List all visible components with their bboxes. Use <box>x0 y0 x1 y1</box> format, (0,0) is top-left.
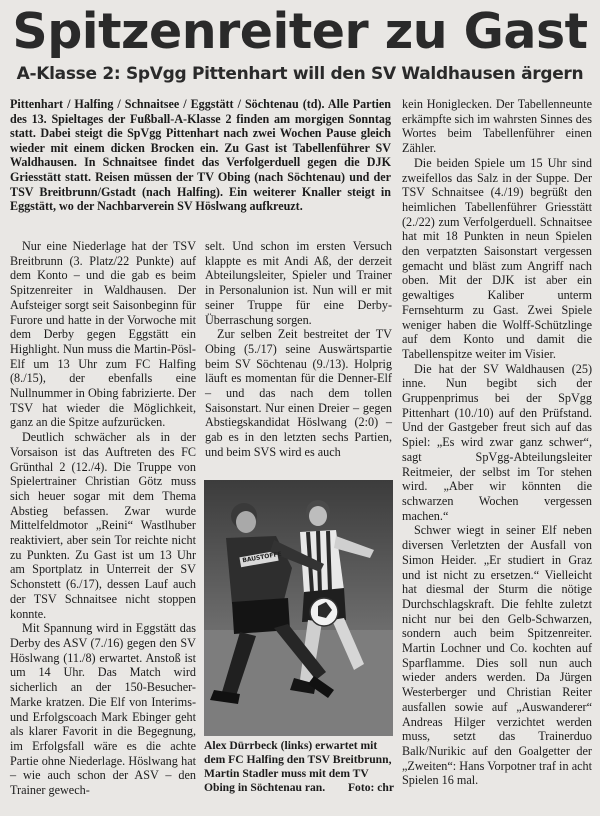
subheadline: A-Klasse 2: SpVgg Pittenhart will den SV Waldhausen ärgern <box>16 64 584 84</box>
headline: Spitzenreiter zu Gast <box>12 3 588 60</box>
match-photo <box>204 480 393 736</box>
paragraph: Die beiden Spiele um 15 Uhr sind zweifellos das Salz in der Suppe. Der TSV Schnaitsee (4./19) begrüßt den heimlichen Tabellenführer Griesstätt (2./22) zum Verfolgerduell. Schnaitsee hat mit 18 Punkten in neun Spielen den verpatzten Saisonstart vergessen gemacht und bläst zum Angriff nach oben. Mit der DJK ist aber ein gewaltiges Kaliber unterm Fernsehturm zu Gast. Zwei Spiele weniger haben die Wolff-Schützlinge auf dem Konto und damit die Tabellenspitze weiter im Visier. <box>402 155 592 361</box>
paragraph: Mit Spannung wird in Eggstätt das Derby des ASV (7./16) gegen den SV Höslwang (11./8) erwartet. Anstoß ist um 14 Uhr. Das Match wird sicherlich an der 150-Besucher-Marke kratzen. Die Elf von Interims- und Erfolgscoach Mark Ebinger geht als klarer Favorit in die Begegnung, im Erfolgsfall wäre es die achte Partie ohne Niederlage. Höslwang hat – wie auch schon der ASV – den Trainer gewech- <box>10 621 196 798</box>
jersey-sponsor-text: BAUSTOFFE <box>241 550 283 565</box>
paragraph: Nur eine Niederlage hat der TSV Breitbrunn (3. Platz/22 Punkte) auf dem Konto – und die gab es beim Spitzenreiter in Waldhausen. Der Aufsteiger sorgt seit Saisonbeginn für Furore und hatte in der Vorwoche mit dem Derby gegen Eggstätt ein Highlight. Nun muss die Martin-Pösl-Elf um 13 Uhr zum FC Halfing (8./15), der ebenfalls eine Nullnummer in Obing fabrizierte. Der TSV hat wieder die Möglichkeit, ganz an die Spitze aufzurücken. <box>10 239 196 430</box>
football-players-image <box>204 480 393 736</box>
photo-credit: Foto: chr <box>347 781 394 794</box>
paragraph: kein Honiglecken. Der Tabellenneunte erkämpfte sich im wahrsten Sinnes des Wortes beim Tabellenführer einen Zähler. <box>402 97 592 156</box>
paragraph: Deutlich schwächer als in der Vorsaison ist das Auftreten des FC Grünthal 2 (12./4). Die Truppe von Spielertrainer Christian Götz muss sich heuer sogar mit dem Thema Abstieg befassen. Zwar wurde Mittelfeldmotor „Reini“ Wastlhuber reaktiviert, aber sein Tor reichte nicht zu Punkten. Zu Gast ist um 13 Uhr am Sportplatz in Unterreit der SV Schonstett (6./17), dessen Lauf auch der TSV Schnaitsee nicht stoppen konnte. <box>10 430 196 621</box>
caption-text: Alex Dürrbeck (links) erwartet mit dem FC Halfing den TSV Breitbrunn, Martin Stadler muss mit dem TV Obing in Söchtenau ran. <box>204 739 392 794</box>
column-2 <box>205 239 392 460</box>
column-1 <box>10 239 196 798</box>
lead-paragraph: Pittenhart / Halfing / Schnaitsee / Eggstätt / Söchtenau (td). Alle Partien des 13. Spieltages der Fußball-A-Klasse 2 finden am morgigen Sonntag statt. Dabei steigt die SpVgg Pittenhart nach zwei Wochen Pause gleich wieder mit einem dicken Brocken ein. Zu Gast ist Tabellenführer SV Waldhausen. In Schnaitsee findet das Verfolgerduell gegen die DJK Griesstätt statt. Reisen müssen der TV Obing (nach Söchtenau) und der TSV Breitbrunn/Gstadt (nach Halfing). Ein weiterer Knaller steigt in Eggstätt, wo der Nachbarverein SV Höslwang aufkreuzt. <box>10 97 391 214</box>
paragraph: Die hat der SV Waldhausen (25) inne. Nun begibt sich der Gruppenprimus bei der SpVgg Pittenhart (10./10) auf den Prüfstand. Und der Gastgeber freut sich auf das Spiel: „Es wird zwar ganz schwer“, sagt SpVgg-Abteilungsleiter Reitmeier, der selbst im Tor stehen wird. „Aber wir könnten die schwarzen Wochen vergessen machen.“ <box>402 361 592 523</box>
column-3 <box>402 97 592 788</box>
photo-caption <box>204 739 394 795</box>
paragraph: Zur selben Zeit bestreitet der TV Obing (5./17) seine Auswärtspartie beim SV Söchtenau (9./13). Holprig läuft es momentan für die Denner-Elf – und das nach dem tollen Saisonstart. Nur einen Dreier – gegen Abstiegskandidat Höslwang (2:0) – gab es in den letzten sechs Partien, und beim SVS wird es auch <box>205 327 392 459</box>
paragraph: selt. Und schon im ersten Versuch klappte es mit Andi Aß, der derzeit Abteilungsleiter, Spieler und Trainer in Personalunion ist. Nun will er mit seiner Truppe für eine Derby-Überraschung sorgen. <box>205 239 392 327</box>
paragraph: Schwer wiegt in seiner Elf neben diversen Verletzten der Ausfall von Simon Heider. „Er studiert in Graz und ist nicht zu ersetzen.“ Vielleicht hat diesmal der Sturm die nötige Durchschlagskraft. Die fehlte zuletzt nicht nur bei den Gelb-Schwarzen, sondern auch beim Spitzenreiter. Martin Lochner und Co. kochten auf Sparflamme. Dies soll nun auch wieder anders werden. Da Jürgen Westerberger und Christian Reiter ausfallen sowie auf „Auswanderer“ Andreas Hilger verzichtet werden muss, setzt das Trainerduo Balk/Nurikic auf den Goalgetter der „Zweiten“: Hans Vorpotner traf in acht Spielen 16 mal. <box>402 523 592 788</box>
